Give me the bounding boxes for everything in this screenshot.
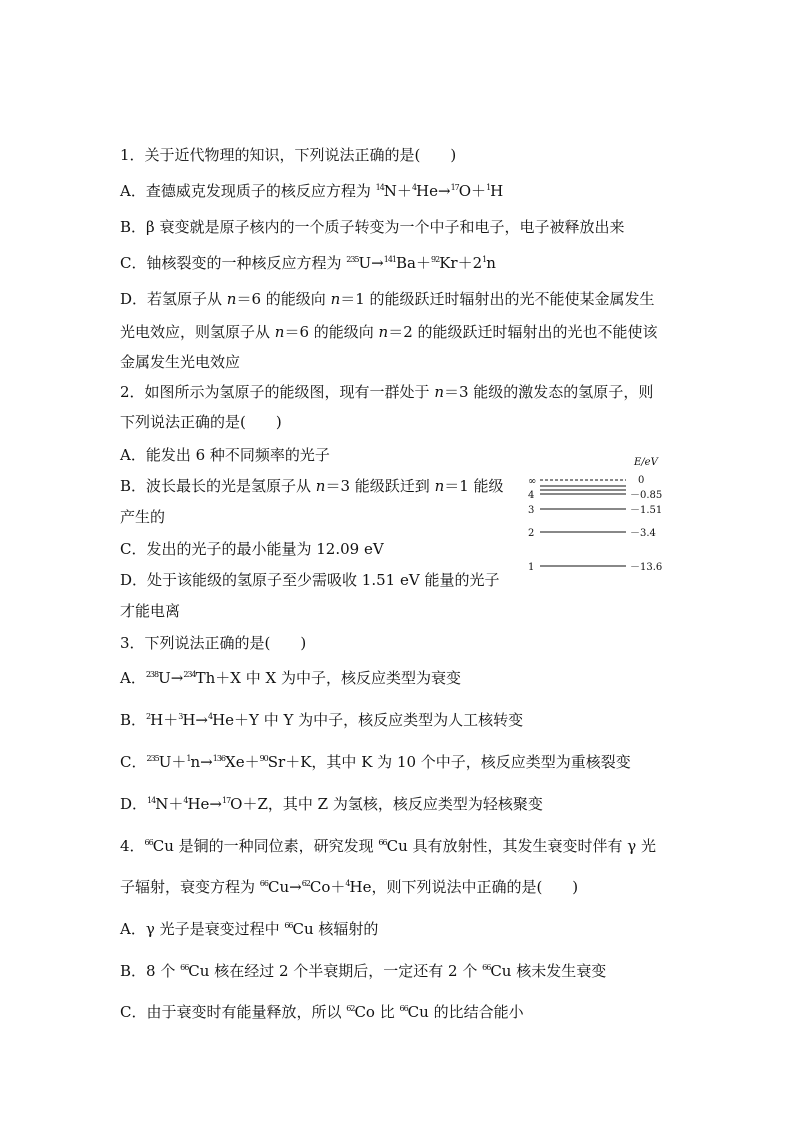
q2-option-b-line2: 产生的 [120, 508, 166, 526]
q2-option-d-line2: 才能电离 [120, 602, 181, 620]
q2-stem-line1: 2．如图所示为氢原子的能级图，现有一群处于 n＝3 能级的激发态的氢原子，则 [120, 383, 654, 401]
q1-option-c: C．铀核裂变的一种核反应方程为 $^{235}U\to^{141}Ba+^{92}Kr+2^1n$ [120, 254, 496, 272]
level-label-2: 2 [528, 528, 535, 539]
q3-option-c: C．$^{235}$U＋$^1$n→$^{136}$Xe＋$^{90}$Sr＋K，其中 K 为 10 个中子，核反应类型为重核裂变 [120, 753, 631, 771]
level-label-4: 4 [528, 490, 535, 501]
q2-stem-line2: 下列说法正确的是( ) [120, 413, 282, 431]
level-value-infinity: 0 [638, 475, 645, 486]
q1-option-b: B．β 衰变就是原子核内的一个质子转变为一个中子和电子，电子被释放出来 [120, 218, 625, 236]
q3-option-b: B．$^2$H＋$^3$H→$^4$He＋Y 中 Y 为中子，核反应类型为人工核转变 [120, 711, 524, 729]
level-label-3: 3 [528, 505, 535, 516]
level-label-1: 1 [528, 562, 535, 573]
energy-level-diagram [520, 450, 670, 580]
q4-stem-line2: 子辐射，衰变方程为 $^{66}$Cu→$^{62}$Co＋$^4$He，则下列说法中正确的是( ) [120, 878, 579, 896]
q4-stem-line1: 4．$^{66}$Cu 是铜的一种同位素，研究发现 $^{66}$Cu 具有放射性，其发生衰变时伴有 γ 光 [120, 837, 657, 855]
level-label-infinity: ∞ [528, 476, 537, 487]
q1-option-d-line3: 金属发生光电效应 [120, 353, 241, 371]
q1-stem: 1．关于近代物理的知识，下列说法正确的是( ) [120, 146, 457, 164]
level-value-3: －1.51 [630, 505, 663, 516]
q2-option-d-line1: D．处于该能级的氢原子至少需吸收 1.51 eV 能量的光子 [120, 571, 500, 589]
q1-option-d-line2: 光电效应，则氢原子从 n＝6 的能级向 n＝2 的能级跃迁时辐射出的光也不能使该 [120, 323, 658, 341]
q3-option-d: D．$^{14}$N＋$^4$He→$^{17}$O＋Z，其中 Z 为氢核，核反应类型为轻核聚变 [120, 795, 543, 813]
level-value-1: －13.6 [630, 562, 663, 573]
q2-option-c: C．发出的光子的最小能量为 12.09 eV [120, 540, 384, 558]
q2-option-b-line1: B．波长最长的光是氢原子从 n＝3 能级跃迁到 n＝1 能级 [120, 477, 504, 495]
level-value-4: －0.85 [630, 490, 663, 501]
q2-option-a: A．能发出 6 种不同频率的光子 [120, 446, 330, 464]
q1-option-a: A．查德威克发现质子的核反应方程为 $^{14}$N＋$^4$He→$^{17}$O＋$^1$H [120, 182, 504, 200]
q1-option-d-line1: D．若氢原子从 n＝6 的能级向 n＝1 的能级跃迁时辐射出的光不能使某金属发生 [120, 290, 655, 308]
diagram-axis-label: E/eV [634, 457, 658, 468]
q3-option-a: A．$^{238}$U→$^{234}$Th＋X 中 X 为中子，核反应类型为衰变 [120, 669, 461, 687]
q4-option-c: C．由于衰变时有能量释放，所以 $^{62}$Co 比 $^{66}$Cu 的比结合能小 [120, 1003, 524, 1021]
level-value-2: －3.4 [630, 528, 656, 539]
q3-stem: 3．下列说法正确的是( ) [120, 634, 307, 652]
q4-option-b: B．8 个 $^{66}$Cu 核在经过 2 个半衰期后，一定还有 2 个 $^{66}$Cu 核未发生衰变 [120, 962, 607, 980]
q4-option-a: A．γ 光子是衰变过程中 $^{66}$Cu 核辐射的 [120, 920, 379, 938]
